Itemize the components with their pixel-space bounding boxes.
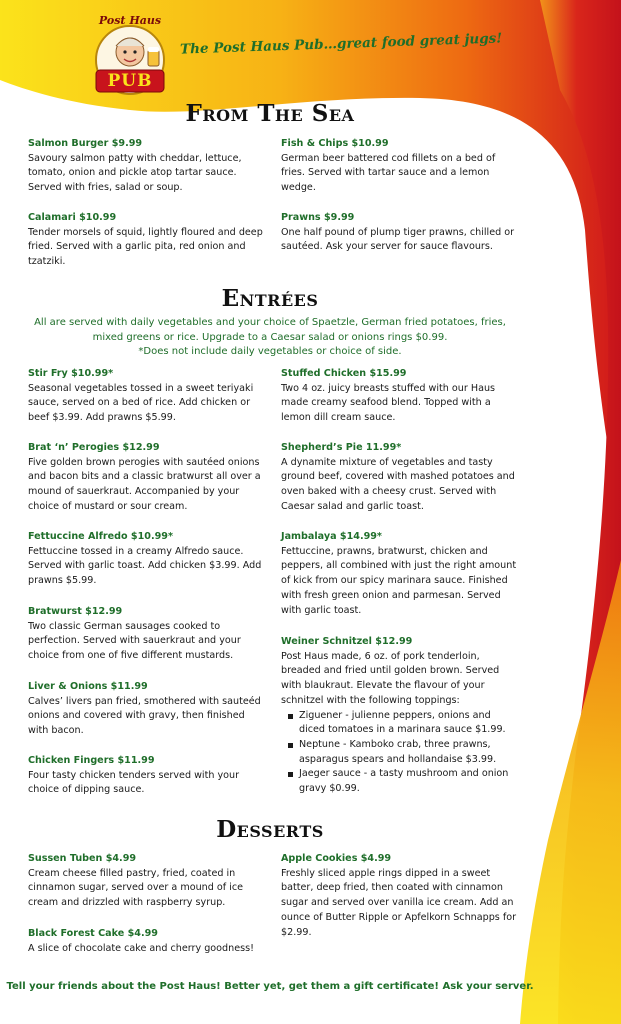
menu-item [281,530,517,618]
item-name: Salmon Burger $9.99 [28,138,143,149]
menu-item [281,137,517,196]
post-haus-logo [92,12,168,98]
entrees-note-asterisk: *Does not include daily vegetables or choice of side. [138,346,402,357]
menu-item [281,635,517,797]
item-name: Bratwurst $12.99 [28,606,123,617]
tagline: The Post Haus Pub…great food great jugs! [179,30,503,58]
item-name: Apple Cookies $4.99 [281,853,392,864]
schnitzel-toppings-list [281,709,517,797]
item-name: Sussen Tuben $4.99 [28,853,137,864]
item-description: German beer battered cod fillets on a bed of fries. Served with tartar sauce and a lemon wedge. [281,152,496,194]
item-name: Brat ‘n’ Perogies $12.99 [28,442,160,453]
footer-message: Tell your friends about the Post Haus! Better yet, get them a gift certificate! Ask your server. [6,981,534,992]
entrees-note [20,316,520,360]
item-description: A dynamite mixture of vegetables and tasty ground beef, covered with mashed potatoes and oven baked with a cheesy crust. Served with Caesar salad and garlic toast. [281,456,515,512]
item-description: Four tasty chicken tenders served with your choice of dipping sauce. [28,769,240,796]
item-description: One half pound of plump tiger prawns, chilled or sautéed. Ask your server for sauce flavours. [281,226,515,253]
entrees-note-sides: All are served with daily vegetables and your choice of Spaetzle, German fried potatoes, fries, mixed greens or rice. Upgrade to a Caesar salad or onions rings $0.99. [34,317,506,343]
item-description: Five golden brown perogies with sautéed onions and bacon bits and a classic bratwurst all over a mound of sauerkraut. Accompanied by your choice of mustard or sour cream. [28,456,261,512]
item-name: Fish & Chips $10.99 [281,138,389,149]
item-name: Black Forest Cake $4.99 [28,928,158,939]
menu-item [28,137,268,196]
item-description: Seasonal vegetables tossed in a sweet teriyaki sauce, served on a bed of rice. Add chicken or beef $3.99. Add prawns $5.99. [28,382,254,424]
menu-item [28,605,268,664]
item-name: Stir Fry $10.99* [28,368,114,379]
menu-item [28,852,268,911]
menu-item [28,530,268,589]
section-title-desserts: Desserts [216,816,324,843]
item-description: Post Haus made, 6 oz. of pork tenderloin, breaded and fried until golden brown. Served with blaukraut. Elevate the flavour of your schnitzel with the following toppings: [281,650,500,706]
item-name: Fettuccine Alfredo $10.99* [28,531,173,542]
item-description: Tender morsels of squid, lightly floured and deep fried. Served with a garlic pita, red onion and tzatziki. [28,226,263,268]
item-description: A slice of chocolate cake and cherry goodness! [28,942,254,954]
menu-item [281,211,517,255]
menu-item [28,367,268,426]
menu-item [28,211,268,270]
list-item: Ziguener - julienne peppers, onions and diced tomatoes in a marinara sauce $1.99. [299,709,517,738]
list-item: Neptune - Kamboko crab, three prawns, asparagus spears and hollandaise $3.99. [299,738,517,767]
item-name: Shepherd’s Pie 11.99* [281,442,402,453]
item-name: Chicken Fingers $11.99 [28,755,155,766]
menu-item [28,754,268,798]
section-title-sea: From The Sea [185,100,355,127]
menu-item [281,441,517,515]
menu-item [28,441,268,515]
item-name: Weiner Schnitzel $12.99 [281,636,413,647]
logo-top-text: Post Haus [98,14,162,27]
menu-item [281,367,517,426]
item-description: Calves’ livers pan fried, smothered with sauteéd onions and covered with gravy, then finished with bacon. [28,695,261,737]
section-title-entrees: Entrées [221,285,319,312]
item-name: Liver & Onions $11.99 [28,681,148,692]
item-name: Calamari $10.99 [28,212,117,223]
item-description: Fettuccine tossed in a creamy Alfredo sauce. Served with garlic toast. Add chicken $3.99. Add prawns $5.99. [28,545,262,587]
menu-item [281,852,517,940]
list-item: Jaeger sauce - a tasty mushroom and onion gravy $0.99. [299,767,517,796]
menu-item [28,927,268,956]
logo-bottom-text: PUB [107,71,153,91]
item-description: Two classic German sausages cooked to perfection. Served with sauerkraut and your choice from one of five different mustards. [28,620,241,662]
item-description: Savoury salmon patty with cheddar, lettuce, tomato, onion and pickle atop tartar sauce. Served with fries, salad or soup. [28,152,242,194]
item-description: Two 4 oz. juicy breasts stuffed with our Haus made creamy seafood blend. Topped with a lemon dill cream sauce. [281,382,496,424]
item-name: Prawns $9.99 [281,212,355,223]
menu-item [28,680,268,739]
item-description: Cream cheese filled pastry, fried, coated in cinnamon sugar, served over a mound of ice cream and drizzled with raspberry syrup. [28,867,244,909]
item-description: Fettuccine, prawns, bratwurst, chicken and peppers, all combined with just the right amount of kick from our spicy marinara sauce. Finished with fresh green onion and parmesan. Served with garlic toast. [281,545,517,616]
item-name: Stuffed Chicken $15.99 [281,368,407,379]
item-description: Freshly sliced apple rings dipped in a sweet batter, deep fried, then coated with cinnamon sugar and served over vanilla ice cream. Add an ounce of Butter Ripple or Apfelkorn Schnapps for $2.99. [281,867,517,938]
item-name: Jambalaya $14.99* [281,531,382,542]
